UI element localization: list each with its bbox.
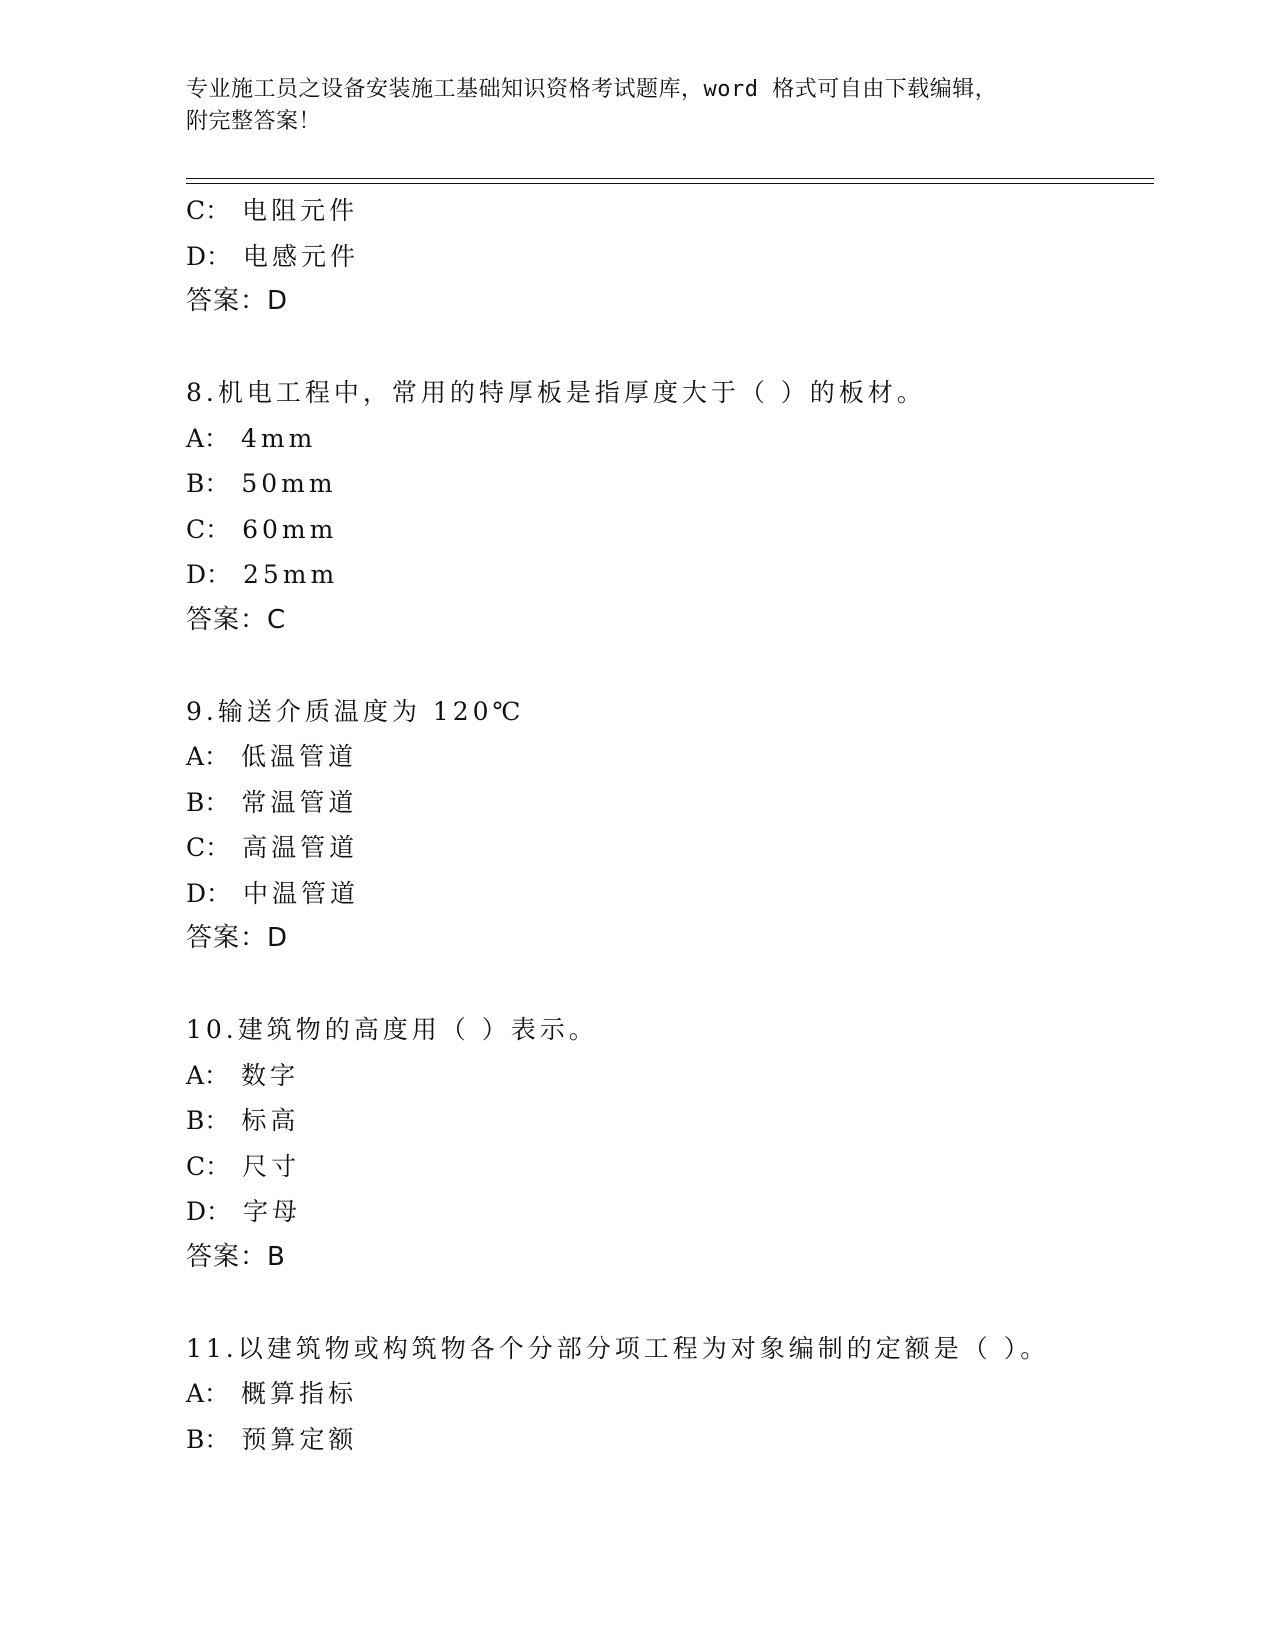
question-11 [186, 1326, 1146, 1463]
answer-line: 答案：C [186, 604, 287, 635]
option-a [186, 734, 1146, 780]
option-key: A： [186, 1060, 230, 1090]
option-key: A： [186, 1379, 230, 1408]
option-key: A： [186, 423, 230, 453]
option-d [186, 234, 1146, 280]
option-text: 字母 [243, 1197, 302, 1226]
option-key: D： [186, 241, 232, 271]
option-key: A： [186, 742, 230, 771]
option-text: 4mm [241, 423, 317, 453]
option-d [186, 552, 1146, 598]
question-10 [186, 1007, 1146, 1280]
option-a [186, 1371, 1146, 1417]
question-title: 10.建筑物的高度用（ ）表示。 [186, 1015, 598, 1044]
option-c [186, 825, 1146, 871]
option-key: C： [186, 833, 231, 862]
option-b [186, 461, 1146, 507]
option-key: B： [186, 1424, 230, 1454]
option-b [186, 1098, 1146, 1144]
option-text: 50mm [241, 469, 337, 498]
question-fragment [186, 188, 1146, 325]
option-text: 中温管道 [243, 878, 360, 908]
option-key: C： [186, 514, 231, 544]
question-9 [186, 689, 1146, 962]
answer-line: 答案：D [186, 923, 289, 953]
document-header [186, 74, 1086, 138]
answer-line: 答案：B [186, 1241, 286, 1272]
option-text: 电感元件 [243, 241, 360, 271]
option-b [186, 1417, 1146, 1463]
option-key: B： [186, 1106, 230, 1135]
option-text: 高温管道 [242, 833, 359, 862]
option-key: C： [186, 1151, 231, 1181]
option-text: 常温管道 [241, 787, 358, 817]
question-list [186, 188, 1146, 1462]
header-divider-top [186, 178, 1154, 179]
option-d [186, 1189, 1146, 1235]
option-text: 电阻元件 [242, 196, 359, 225]
option-c [186, 1144, 1146, 1190]
option-key: C： [186, 196, 231, 225]
spacer [186, 962, 1146, 1008]
option-c [186, 507, 1146, 553]
option-key: B： [186, 469, 230, 498]
option-b [186, 780, 1146, 826]
option-text: 概算指标 [241, 1379, 358, 1408]
option-text: 60mm [242, 514, 338, 544]
question-title: 8.机电工程中，常用的特厚板是指厚度大于（ ）的板材。 [186, 378, 926, 407]
option-text: 预算定额 [241, 1424, 358, 1454]
question-8 [186, 370, 1146, 643]
header-line-2: 附完整答案！ [186, 109, 322, 134]
option-text: 数字 [241, 1060, 300, 1090]
option-text: 低温管道 [241, 742, 358, 771]
option-a [186, 1053, 1146, 1099]
option-d [186, 871, 1146, 917]
question-title: 9.输送介质温度为 120℃ [186, 696, 525, 726]
option-key: B： [186, 787, 230, 817]
answer-line: 答案：D [186, 286, 289, 316]
question-title: 11.以建筑物或构筑物各个分部分项工程为对象编制的定额是（ ）。 [186, 1333, 1050, 1363]
option-key: D： [186, 560, 232, 589]
option-text: 尺寸 [242, 1151, 301, 1181]
option-text: 25mm [243, 560, 339, 589]
option-key: D： [186, 1197, 232, 1226]
option-text: 标高 [241, 1106, 300, 1135]
option-a [186, 416, 1146, 462]
header-line-1: 专业施工员之设备安装施工基础知识资格考试题库，word 格式可自由下载编辑， [186, 77, 998, 102]
header-divider-bottom [186, 183, 1154, 184]
option-c [186, 188, 1146, 234]
spacer [186, 1280, 1146, 1326]
option-key: D： [186, 878, 232, 908]
spacer [186, 643, 1146, 689]
spacer [186, 325, 1146, 371]
